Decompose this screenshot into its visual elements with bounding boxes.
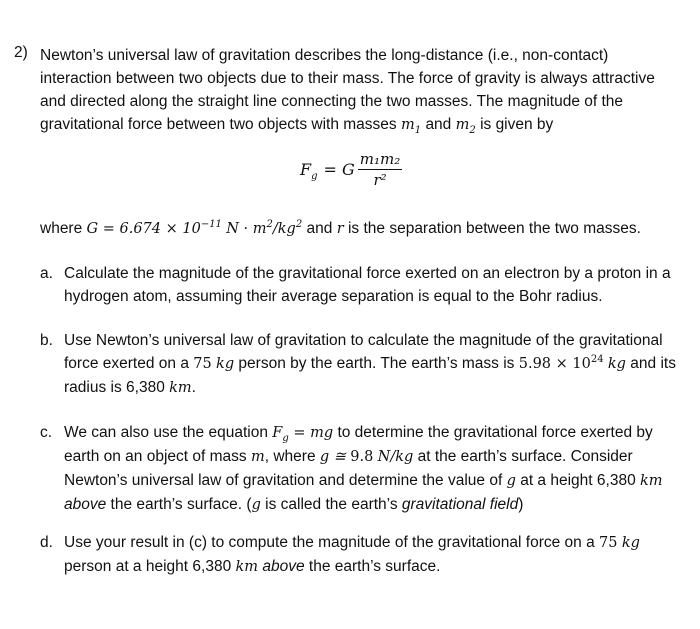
intro-end: is given by [480,116,554,133]
question-a-letter: a. [40,265,53,282]
g-units: $N \cdot m^2/kg^2$ [226,219,303,237]
fg-equation: $F_g$ = mg [272,425,334,444]
formula-numerator: m₁m₂ [359,150,401,168]
question-c-letter: c. [40,424,53,441]
problem-number: 2) [14,44,28,61]
question-a [40,262,680,308]
question-b [40,329,680,400]
formula-denominator: r² [373,171,387,189]
question-b-letter: b. [40,332,53,349]
intro-text: Newton’s universal law of gravitation describes the long-distance (i.e., non-contact) interaction between two objects due to their mass. The force of gravity is always attractive and directed along the straight line connecting the two masses. The magnitude of the gravitational force between two objects with masses [40,47,655,133]
intro-and: and [425,116,452,133]
formula-lhs: $F_g$ [300,160,318,183]
earth-mass: $5.98 \times 10^{24}$ [518,354,604,372]
question-c [40,421,680,517]
question-d-letter: d. [40,534,53,551]
question-d-text: Use your result in (c) to compute the magnitude of the gravitational force on a 75 kg person at a height 6,380 km above the earth’s surface. [64,534,640,575]
intro-paragraph [40,44,680,137]
question-c-text: We can also use the equation $F_g$ = mg to determine the gravitational force exerted by earth on an object of mass m, where g ≅ 9.8 N/kg at the earth’s surface. Consider Newton’s universal law of gravitation and determine the value of g at a height 6,380 km above the earth’s surface. (g is called the earth’s gravitational field) [64,424,663,513]
gravitation-formula [300,150,402,189]
g-constant: $G = 6.674 \times 10^{-11}$ [86,219,222,237]
question-d [40,531,680,579]
where-line: where $G = 6.674 \times 10^{-11}$ $N \cdot m^2/kg^2$ and r is the separation between the two masses. [40,219,641,237]
formula-fraction [358,150,402,189]
question-a-text: Calculate the magnitude of the gravitational force exerted on an electron by a proton in a hydrogen atom, assuming their average separation is equal to the Bohr radius. [64,265,671,305]
intro-m1: $m_1$ [401,117,422,136]
intro-m2: $m_2$ [455,117,476,136]
formula-eq: = G [323,160,355,179]
question-b-text: Use Newton’s universal law of gravitation to calculate the magnitude of the gravitational force exerted on a 75 kg person by the earth. The earth’s mass is $5.98 \times 10^{24}$ kg and its radius is 6,380 km. [64,332,676,396]
